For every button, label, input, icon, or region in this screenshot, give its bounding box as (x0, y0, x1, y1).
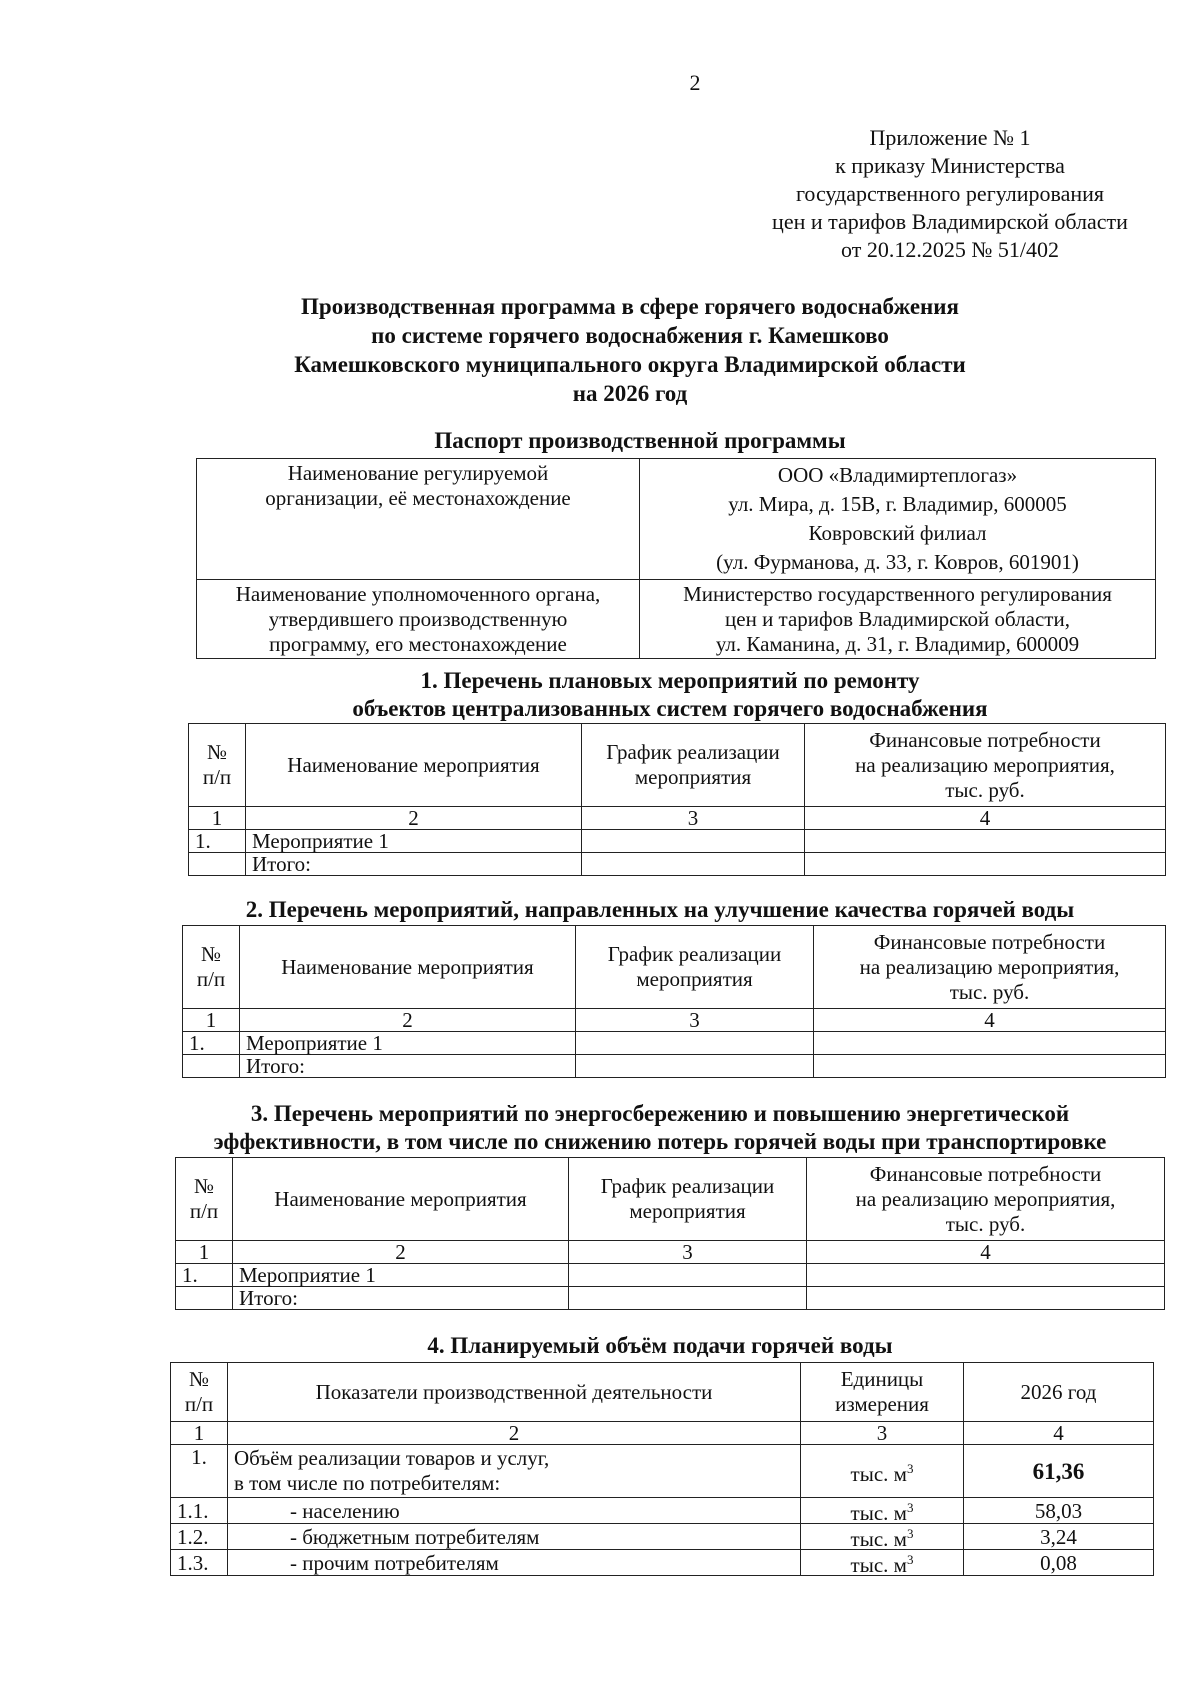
col-number: 3 (576, 1009, 814, 1032)
passport-value (640, 459, 1156, 580)
row-name: Итого: (233, 1287, 569, 1310)
row-name: Итого: (240, 1055, 576, 1078)
text-line: Финансовые потребности (869, 1161, 1102, 1186)
passport-label (197, 459, 640, 580)
row-value: 61,36 (964, 1445, 1154, 1498)
section2-heading: 2. Перечень мероприятий, направленных на улучшение качества горячей воды (245, 897, 1075, 922)
section1-heading (190, 667, 1150, 723)
section4-table (170, 1362, 1154, 1576)
title-line: на 2026 год (572, 381, 688, 406)
col-num-header (189, 724, 246, 807)
table-row (183, 1032, 1166, 1055)
appendix-line: государственного регулирования (795, 181, 1105, 206)
row-fin (807, 1287, 1165, 1310)
col-number: 4 (814, 1009, 1166, 1032)
row-num (183, 1055, 240, 1078)
text-line: тыс. руб. (945, 777, 1025, 802)
col-number: 3 (569, 1241, 807, 1264)
table-row (189, 830, 1166, 853)
row-num (189, 853, 246, 876)
text-line: п/п (189, 1199, 219, 1223)
text-line: в том числе по потребителям: (234, 1471, 501, 1495)
appendix-line: цен и тарифов Владимирской области (772, 209, 1128, 234)
row-schedule (569, 1287, 807, 1310)
row-num (176, 1287, 233, 1310)
text-line: цен и тарифов Владимирской области, (725, 606, 1070, 631)
col-year-header: 2026 год (964, 1363, 1154, 1422)
col-number: 1 (171, 1422, 228, 1445)
row-name: - населению (228, 1498, 801, 1524)
row-num: 1. (176, 1264, 233, 1287)
text-line: Финансовые потребности (873, 929, 1106, 954)
col-number: 4 (964, 1422, 1154, 1445)
table-header-row (189, 724, 1166, 807)
appendix-line: Приложение № 1 (869, 125, 1031, 150)
heading-line: эффективности, в том числе по снижению потерь горячей воды при транспортировке (213, 1129, 1107, 1154)
section2-table (182, 925, 1166, 1078)
text-line: тыс. руб. (945, 1211, 1026, 1236)
text-line: График реализации (600, 1174, 775, 1198)
row-value: 58,03 (964, 1498, 1154, 1524)
section3-table (175, 1157, 1165, 1310)
passport-value (640, 580, 1156, 659)
col-number: 2 (233, 1241, 569, 1264)
row-num: 1. (189, 830, 246, 853)
text-line: на реализацию мероприятия, (859, 954, 1120, 979)
column-numbers-row (189, 807, 1166, 830)
row-name: - бюджетным потребителям (228, 1524, 801, 1550)
unit-text: тыс. м (850, 1461, 907, 1486)
table-header-row (176, 1158, 1165, 1241)
text-line: № (200, 942, 222, 966)
passport-row (197, 459, 1156, 580)
row-fin (805, 830, 1166, 853)
col-unit-header (801, 1363, 964, 1422)
column-numbers-row (176, 1241, 1165, 1264)
col-fin-header (805, 724, 1166, 807)
text-line: ООО «Владимиртеплогаз» (777, 463, 1018, 487)
col-number: 2 (246, 807, 582, 830)
unit-sup: 3 (906, 1460, 914, 1476)
title-line: по системе горячего водоснабжения г. Камешково (371, 323, 889, 348)
text-line: № (206, 740, 228, 764)
section3-heading (160, 1100, 1160, 1156)
passport-table (196, 458, 1156, 659)
text-line: Ковровский филиал (808, 521, 987, 545)
col-number: 3 (582, 807, 805, 830)
text-line: п/п (196, 967, 226, 991)
col-number: 3 (801, 1422, 964, 1445)
heading-line: объектов централизованных систем горячего водоснабжения (352, 696, 988, 721)
unit-sup: 3 (906, 1500, 914, 1515)
text-line: п/п (202, 765, 232, 789)
total-row (189, 853, 1166, 876)
total-row (176, 1287, 1165, 1310)
text-line: измерения (835, 1392, 929, 1416)
text-line: мероприятия (634, 765, 752, 789)
text-line: Наименование регулируемой (287, 461, 549, 485)
col-number: 4 (805, 807, 1166, 830)
col-number: 2 (240, 1009, 576, 1032)
total-row (183, 1055, 1166, 1078)
col-schedule-header (576, 926, 814, 1009)
row-fin (814, 1032, 1166, 1055)
text-line: Единицы (840, 1367, 924, 1391)
document-title (180, 292, 1080, 408)
text-line: График реализации (606, 740, 780, 764)
col-num-header (171, 1363, 228, 1422)
table-row (176, 1264, 1165, 1287)
column-numbers-row (183, 1009, 1166, 1032)
unit-text: тыс. м (850, 1527, 907, 1551)
row-fin (807, 1264, 1165, 1287)
col-name-header: Наименование мероприятия (240, 926, 576, 1009)
row-name: Мероприятие 1 (233, 1264, 569, 1287)
text-line: Финансовые потребности (869, 727, 1101, 752)
unit-text: тыс. м (850, 1501, 907, 1525)
text-line: мероприятия (636, 967, 753, 991)
col-fin-header (807, 1158, 1165, 1241)
text-line: на реализацию мероприятия, (855, 1186, 1116, 1211)
row-num: 1.3. (171, 1550, 228, 1576)
row-name: Мероприятие 1 (246, 830, 582, 853)
table-row (171, 1524, 1154, 1550)
col-schedule-header (569, 1158, 807, 1241)
text-line: № (193, 1174, 215, 1198)
row-schedule (576, 1055, 814, 1078)
row-num: 1. (171, 1445, 228, 1498)
passport-label (197, 580, 640, 659)
heading-line: 1. Перечень плановых мероприятий по ремонту (420, 668, 920, 693)
text-line: (ул. Фурманова, д. 33, г. Ковров, 601901) (716, 550, 1079, 574)
row-num: 1.2. (171, 1524, 228, 1550)
row-schedule (576, 1032, 814, 1055)
text-line: ул. Каманина, д. 31, г. Владимир, 600009 (715, 631, 1080, 656)
row-name (228, 1445, 801, 1498)
row-schedule (582, 853, 805, 876)
row-name: - прочим потребителям (228, 1550, 801, 1576)
section1-table (188, 723, 1166, 876)
text-line: Наименование уполномоченного органа, (235, 581, 601, 606)
col-num-header (183, 926, 240, 1009)
passport-heading: Паспорт производственной программы (434, 428, 846, 453)
row-unit (801, 1445, 964, 1498)
appendix-line: от 20.12.2025 № 51/402 (841, 237, 1059, 262)
text-line: ул. Мира, д. 15В, г. Владимир, 600005 (728, 492, 1067, 516)
col-number: 2 (228, 1422, 801, 1445)
row-unit (801, 1498, 964, 1524)
row-name: Мероприятие 1 (240, 1032, 576, 1055)
appendix-block (720, 124, 1180, 264)
text-line: организации, её местонахождение (265, 486, 571, 510)
col-schedule-header (582, 724, 805, 807)
row-name: Итого: (246, 853, 582, 876)
col-number: 1 (189, 807, 246, 830)
text-line: Объём реализации товаров и услуг, (234, 1446, 550, 1470)
page-number: 2 (689, 70, 701, 95)
row-num: 1.1. (171, 1498, 228, 1524)
table-row (171, 1550, 1154, 1576)
title-line: Производственная программа в сфере горячего водоснабжения (301, 294, 959, 319)
table-header-row (171, 1363, 1154, 1422)
col-fin-header (814, 926, 1166, 1009)
row-num: 1. (183, 1032, 240, 1055)
col-number: 1 (183, 1009, 240, 1032)
text-line: Министерство государственного регулирования (683, 581, 1112, 606)
text-line: мероприятия (629, 1199, 746, 1223)
text-line: утвердившего производственную (268, 606, 568, 631)
title-line: Камешковского муниципального округа Владимирской области (294, 352, 966, 377)
heading-line: 3. Перечень мероприятий по энергосбережению и повышению энергетической (250, 1101, 1070, 1126)
text-line: на реализацию мероприятия, (855, 752, 1115, 777)
text-line: тыс. руб. (949, 979, 1030, 1004)
column-numbers-row (171, 1422, 1154, 1445)
section4-heading: 4. Планируемый объём подачи горячей воды (427, 1333, 893, 1358)
row-fin (814, 1055, 1166, 1078)
table-row (171, 1445, 1154, 1498)
passport-row (197, 580, 1156, 659)
col-indicator-header: Показатели производственной деятельности (228, 1363, 801, 1422)
text-line: График реализации (607, 942, 782, 966)
row-schedule (582, 830, 805, 853)
text-line: № (188, 1367, 210, 1391)
col-name-header: Наименование мероприятия (246, 724, 582, 807)
row-value: 0,08 (964, 1550, 1154, 1576)
table-header-row (183, 926, 1166, 1009)
col-num-header (176, 1158, 233, 1241)
unit-sup: 3 (906, 1552, 914, 1567)
table-row (171, 1498, 1154, 1524)
unit-text: тыс. м (850, 1553, 907, 1577)
row-unit (801, 1550, 964, 1576)
row-value: 3,24 (964, 1524, 1154, 1550)
text-line: п/п (184, 1392, 214, 1416)
unit-sup: 3 (906, 1526, 914, 1541)
appendix-line: к приказу Министерства (835, 153, 1065, 178)
row-unit (801, 1524, 964, 1550)
text-line: программу, его местонахождение (269, 631, 567, 656)
col-name-header: Наименование мероприятия (233, 1158, 569, 1241)
col-number: 1 (176, 1241, 233, 1264)
row-schedule (569, 1264, 807, 1287)
row-fin (805, 853, 1166, 876)
col-number: 4 (807, 1241, 1165, 1264)
